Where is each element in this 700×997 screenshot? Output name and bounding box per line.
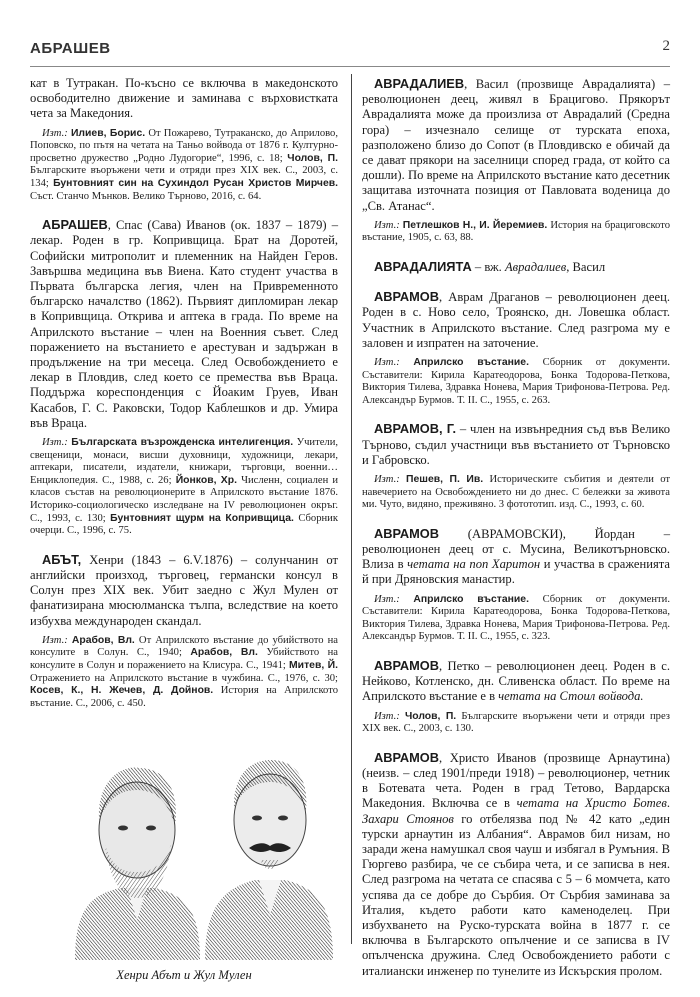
entry-avramov-petko: АВРАМОВ, Петко – революционен деец. Роден в с. Нейково, Котленско, дн. Сливенска област. По време на Априлското въстание е в четата на Стоил войвода. xyxy=(362,657,670,704)
source-note: Изт.: Пешев, П. Ив. Историческите събития и деятели от навечерието на Освобождението ни до днес. С бележки за живота ми. Чуто, видяно, преживяно. 3 фотототип. изд. С., 1993, с. 60. xyxy=(362,474,670,511)
source-note: Изт.: Петлешков Н., И. Йеремиев. История на брациговското въстание, 1905, с. 63, 88. xyxy=(362,219,670,244)
entry-continuation: кат в Тутракан. По-късно се включва в македонското освободително движение и заминава с върховистката чета за Македония. xyxy=(30,76,338,121)
column-divider xyxy=(351,74,352,944)
source-note: Изт.: Априлско въстание. Сборник от документи. Съставители: Кирила Каратеодорова, Бонка Тодорова-Петкова, Виктория Тилева, Здравка Нонева, Мария Трифонова-Петрова. Ред. Александър Бурмов. Т. II. С., 1955, с. 323. xyxy=(362,593,671,643)
entry-avramov-hristo: АВРАМОВ, Христо Иванов (прозвище Арнаутина) (неизв. – след 1901/преди 1918) – революционер, четник в Ботевата чета. Роден в град Тетово, Вардарска Македония. Включва се в четата на Христо Ботев. Захари Стоянов го отбелязва под № 42 като „един турски арнаутин из Албания“. Аврамов бил низам, но заради жена намушкал своя чауш и избягал в Румъния. В Гюргево разбира, че се събира чета, и се записва в нея. След разгрома на четата се спасява с 5 – 6 момчета, като успява да се добре до Сърбия. От Сърбия заминава за Италия, където работи като каменоделец. При избухването на Руско-турската война в 1877 г. се включва в Българското опълчение и се записва в IV опълченска дружина. След Освобождението работи с италиански инженер по тунелите из Искърския пролом. xyxy=(362,749,670,978)
entry-abat: АБЪТ, Хенри (1843 – 6.V.1876) – солунчанин от английски произход, търговец, германски консул в Солун през XIX век. Убит заедно с Жул Мулен от фанатизирана мюсюлманска тълпа, вследствие на което избухва международен скандал. xyxy=(30,551,338,628)
page-number: 2 xyxy=(662,38,670,54)
source-note: Изт.: Чолов, П. Българските въоръжени чети и отряди през XIX век. С., 2003, с. 130. xyxy=(362,710,670,735)
header-rule xyxy=(30,66,670,67)
portrait-engraving xyxy=(35,720,335,960)
left-column xyxy=(30,76,338,724)
entry-avradaliyata: АВРАДАЛИЯТА – вж. Аврадалиев, Васил xyxy=(374,259,606,275)
source-note: Изт.: Арабов, Вл. От Априлското въстание до убийството на консулите в Солун. С., 1940; Арабов, Вл. Убийството на консулите в Солун и поражението на Клисура. С., 1941; Митев, Й. Отражението на Априлското въстание в чужбина. С., 1976, с. 30; Косев, К., Н. Жечев, Д. Дойнов. История на Априлското въстание. С., 2006, с. 450. xyxy=(30,634,338,709)
entry-avramov-avram: АВРАМОВ, Аврам Драганов – революционен деец. Роден в с. Ново село, Троянско, дн. Ловешка област. Участник в Априлското въстание. След разгрома му е заловен и изпратен на заточение. xyxy=(362,289,670,350)
entry-avradaliev: АВРАДАЛИЕВ, Васил (прозвище Аврадалията) – революционен деец, живял в Брацигово. Прякорът Аврадалията може да произлиза от Аврадалий (Средна гора) – изчезнало селище от турската епоха, разположено близо до Сопот (в Пловдивско е обичай да се дават прякори на заселници според града, от който са дошли). По време на Априлското въстание като десетник защитава източната позиция от Павловата воденица до „Св. Атанас“. xyxy=(362,76,670,213)
running-header xyxy=(30,36,670,60)
portrait-jules-moulin xyxy=(205,760,333,960)
source-note: Изт.: Българската възрожденска интелигенция. Учители, свещеници, монаси, висши духовници, художници, лекари, аптекари, писатели, издатели, книжари, търговци, военни… Енциклопедия. С., 1988, с. 26; Йонков, Хр. Численн, социален и класов състав на революционерите в Априлското въстание 1876. Историко-социологическо изследване на IV революционен окръг. С., 1993, с. 130; Бунтовният щурм на Копривщица. Сборник очерци. С., 1996, с. 75. xyxy=(30,437,339,537)
source-note: Изт.: Илиев, Борис. От Пожарево, Тутраканско, до Априлово, Поповско, по пътя на четата на Таньо войвода от 1876 г. Културно-просветно дружество „Родно Лудогорие“, 1996, с. 18; Чолов, П. Българските въоръжени чети и отряди през XIX век. С., 2003, с. 134; Бунтовният син на Сухиндол Русан Христов Мирчев. Съст. Станчо Мънков. Велико Търново, 2016, с. 64. xyxy=(30,127,339,202)
portrait-caption: Хенри Абът и Жул Мулен xyxy=(116,968,252,982)
portrait-henri-abbott xyxy=(75,768,200,960)
entry-avramov-g: АВРАМОВ, Г. – член на извънредния съд във Велико Търново, съдил участници във въстанието от Търновско и Габровско. xyxy=(362,421,670,467)
right-column xyxy=(362,76,670,985)
running-head-title: АБРАШЕВ xyxy=(30,40,111,57)
entry-avramov-yordan: АВРАМОВ (АВРАМОВСКИ), Йордан – революционен деец от с. Мусина, Великотърновско. Влиза в четата на поп Харитон и участва в сраженията й при Дряновския манастир. xyxy=(362,525,671,587)
entry-abrashev: АБРАШЕВ, Спас (Сава) Иванов (ок. 1837 – 1879) – лекар. Роден в гр. Копривщица. Брат на Доротей, Софийски митрополит и племенник на Найден Геров. Завършва медицина във Виена. Като студент участва в Първата българска легия, член на Привременното българско началство (1862). Първият дипломиран лекар в Копривщица. Открива и аптека в града. По време на Априлското въстание – член на Военния съвет. След поражението на въстанието е арестуван и задържан в продължение на три месеца. След Освобождението е лекар в Пловдив, след което се премества във Враца. Поддържа кореспонденция с Йоаким Груев, Иван Касабов, Г. С. Раковски, Тодор Каблешков и др. Умира във Враца. xyxy=(30,217,338,430)
source-note: Изт.: Априлско въстание. Сборник от документи. Съставители: Кирила Каратеодорова, Бонка Тодорова-Петкова, Виктория Тилева, Здравка Нонева, Мария Трифонова-Петрова. Ред. Александър Бурмов. Т. II. С., 1955, с. 263. xyxy=(362,357,671,406)
